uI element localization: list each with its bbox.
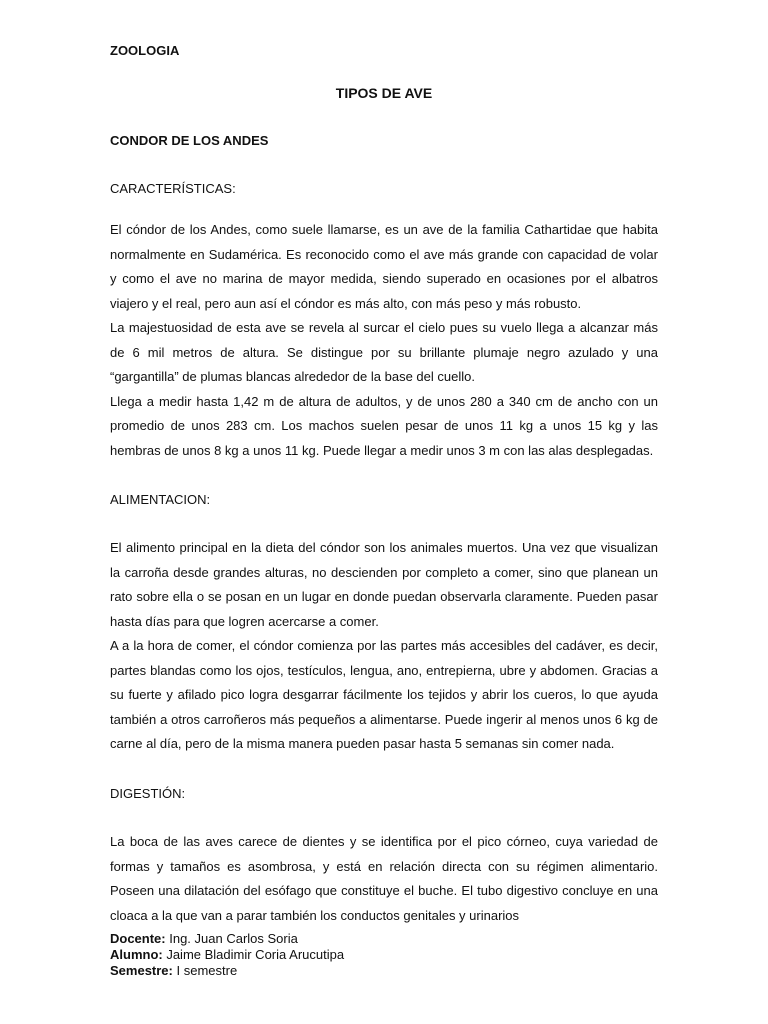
paragraph: El cóndor de los Andes, como suele llamarse, es un ave de la familia Cathartidae que habita normalmente en Sudamérica. Es reconocido como el ave más grande con capacidad de volar y como el ave no marina de mayor medida, siendo superado en ocasiones por el albatros viajero y el real, pero aun así el cóndor es más alto, con más peso y más robusto. xyxy=(110,222,658,311)
characteristics-heading: CARACTERÍSTICAS: xyxy=(110,181,236,196)
feeding-heading: ALIMENTACION: xyxy=(110,492,211,507)
semestre-label: Semestre: xyxy=(110,963,173,978)
paragraph: El alimento principal en la dieta del cóndor son los animales muertos. Una vez que visualizan la carroña desde grandes alturas, no descienden por completo a comer, sino que planean un rato sobre ella o se posan en un lugar en donde puedan observarla claramente. Pueden pasar hasta días para que logren acercarse a comer. xyxy=(110,540,658,629)
digestion-heading: DIGESTIÓN: xyxy=(110,786,186,801)
docente-row xyxy=(110,931,344,947)
section-title: CONDOR DE LOS ANDES xyxy=(110,133,269,148)
page-title: TIPOS DE AVE xyxy=(335,85,433,101)
alumno-value: Jaime Bladimir Coria Arucutipa xyxy=(162,947,345,962)
paragraph: Llega a medir hasta 1,42 m de altura de adultos, y de unos 280 a 340 cm de ancho con un promedio de unos 283 cm. Los machos suelen pesar de unos 11 kg a unos 15 kg y las hembras de unos 8 kg a unos 11 kg. Puede llegar a medir unos 3 m con las alas desplegadas. xyxy=(110,393,658,458)
paragraph: La majestuosidad de esta ave se revela al surcar el cielo pues su vuelo llega a alcanzar más de 6 mil metros de altura. Se distingue por su brillante plumaje negro azulado y una “gargantilla” de plumas blancas alrededor de la base del cuello. xyxy=(110,320,658,384)
paragraph: La boca de las aves carece de dientes y se identifica por el pico córneo, cuya variedad de formas y tamaños es asombrosa, y está en relación directa con su régimen alimentario. Poseen una dilatación del esófago que constituye el buche. El tubo digestivo concluye en una cloaca a la que van a parar también los conductos genitales y urinarios xyxy=(110,834,658,923)
docente-label: Docente: xyxy=(110,931,166,946)
digestion-section xyxy=(110,830,658,928)
docente-value: Ing. Juan Carlos Soria xyxy=(165,931,298,946)
alumno-row xyxy=(110,947,344,963)
semestre-row xyxy=(110,963,344,979)
subject-label: ZOOLOGIA xyxy=(110,43,180,58)
characteristics-section xyxy=(110,218,658,463)
feeding-section xyxy=(110,536,658,757)
semestre-value: I semestre xyxy=(172,963,238,978)
paragraph: A a la hora de comer, el cóndor comienza por las partes más accesibles del cadáver, es decir, partes blandas como los ojos, testículos, lengua, ano, entrepierna, ubre y abdomen. Gracias a su fuerte y afilado pico logra desgarrar fácilmente los tejidos y abrir los cueros, lo que ayuda también a otros carroñeros más pequeños a alimentarse. Puede ingerir al menos unos 6 kg de carne al día, pero de la misma manera pueden pasar hasta 5 semanas sin comer nada. xyxy=(110,638,658,751)
footer-info xyxy=(110,931,344,979)
alumno-label: Alumno: xyxy=(110,947,163,962)
